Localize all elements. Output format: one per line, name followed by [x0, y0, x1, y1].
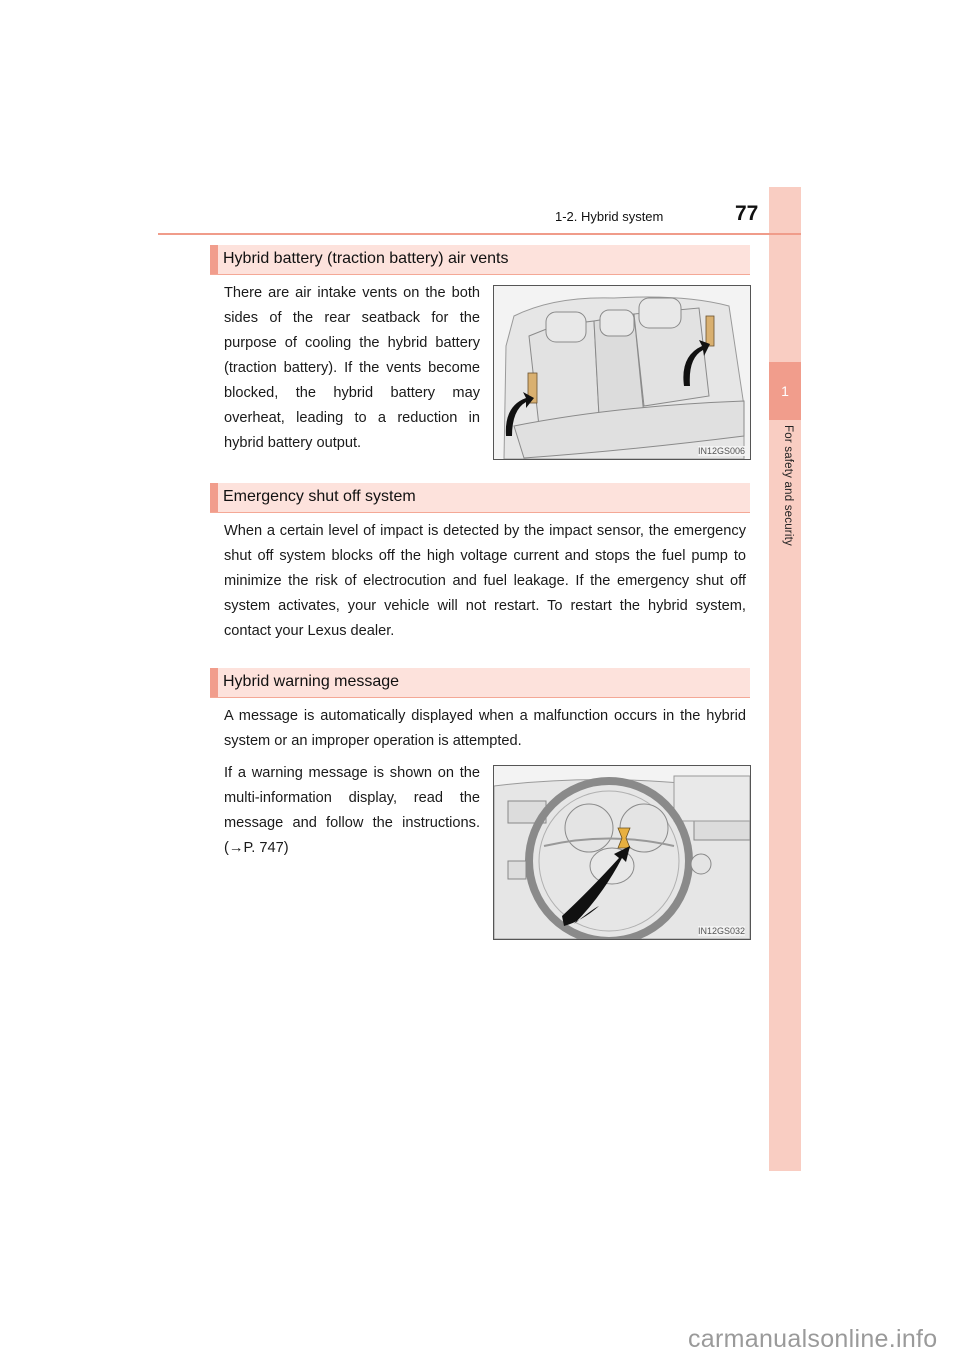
figure-code: IN12GS006: [697, 446, 745, 456]
warning-message-paragraph: A message is automatically displayed when a malfunction occurs in the hybrid system or an improper operation is attempted.: [224, 708, 746, 749]
dashboard-illustration: [494, 766, 750, 939]
air-vents-paragraph: There are air intake vents on the both sides of the rear seatback for the purpose of cooling the hybrid battery (traction battery). If the vents become blocked, the hybrid battery may overheat, leading to a reduction in hybrid battery output.: [224, 285, 480, 451]
page-number: 77: [735, 202, 759, 225]
heading-accent-bar: [210, 668, 218, 697]
heading-accent-bar: [210, 245, 218, 274]
figure-code: IN12GS032: [697, 926, 745, 936]
right-air-vent: [706, 316, 714, 346]
running-header: 1-2. Hybrid system: [555, 209, 664, 224]
section-heading-text: Emergency shut off system: [223, 488, 416, 505]
chapter-side-tab: [769, 187, 801, 1171]
warning-instructions-paragraph: If a warning message is shown on the multi-information display, read the message and follow the instructions. (→P. 747): [224, 765, 480, 856]
section-heading-emergency-shutoff: [210, 483, 750, 513]
header-rule: [158, 233, 801, 235]
section-heading-air-vents: [210, 245, 750, 275]
emergency-shutoff-paragraph: When a certain level of impact is detected by the impact sensor, the emergency shut off system blocks off the high voltage current and stops the fuel pump to minimize the risk of electrocution and fuel leakage. If the emergency shut off system activates, your vehicle will not restart. To restart the hybrid system, contact your Lexus dealer.: [224, 523, 746, 639]
dashboard-figure: [493, 765, 751, 940]
rear-seat-illustration: [494, 286, 750, 459]
heading-accent-bar: [210, 483, 218, 512]
chapter-number: 1: [769, 362, 801, 420]
rear-seat-figure: [493, 285, 751, 460]
section-heading-text: Hybrid battery (traction battery) air vents: [223, 250, 509, 267]
section-heading-warning-message: [210, 668, 750, 698]
watermark: carmanualsonline.info: [688, 1325, 938, 1353]
chapter-title: For safety and security: [782, 425, 794, 546]
section-heading-text: Hybrid warning message: [223, 673, 400, 690]
